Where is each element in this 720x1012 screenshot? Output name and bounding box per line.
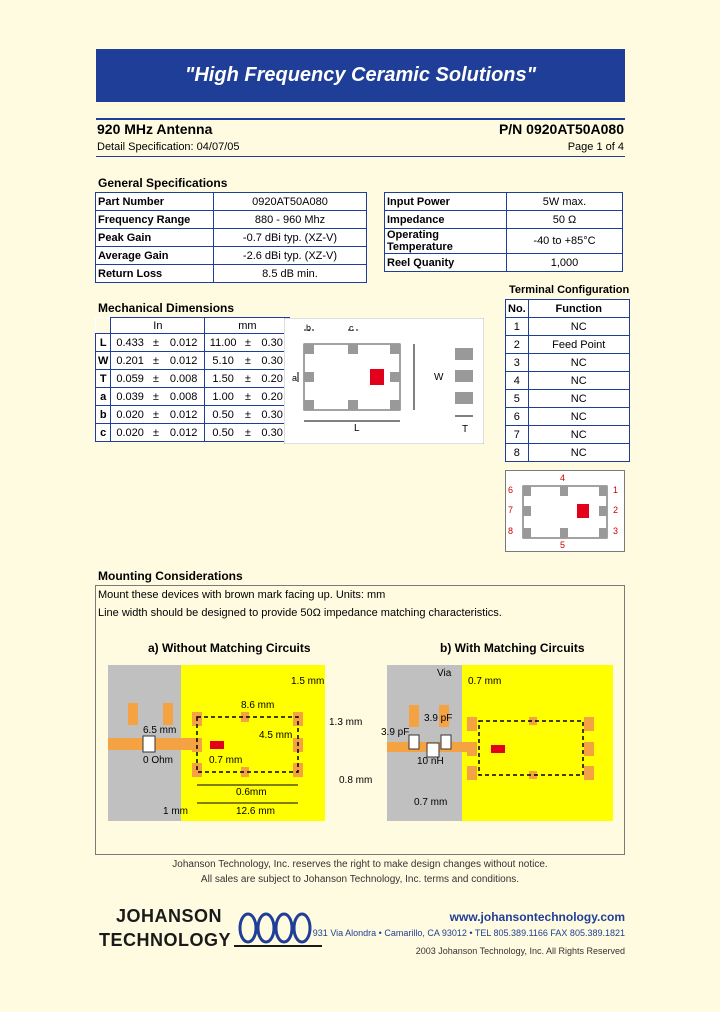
pin-label: 8 [508,526,514,536]
disclaimer-line-2: All sales are subject to Johanson Technology, Inc. terms and conditions. [200,874,520,885]
with-matching-title: b) With Matching Circuits [440,641,585,655]
part-number: P/N 0920AT50A080 [498,121,624,137]
company-url[interactable]: www.johansontechnology.com [449,910,625,924]
detail-spec: Detail Specification: 04/07/05 [97,141,240,153]
dim-label: 8.6 mm [241,700,275,711]
divider [96,118,625,120]
dim-label: 3.9 pF [381,727,410,738]
table-row: Operating Temperature -40 to +85°C [385,229,623,254]
mechanical-title: Mechanical Dimensions [98,301,235,315]
table-row: 2 Feed Point [506,336,630,354]
table-row: Reel Quanity 1,000 [385,254,623,272]
general-specs-table-right [384,192,623,272]
mounting-line-2: Line width should be designed to provide 50Ω impedance matching characteristics. [98,607,502,619]
table-row: W 0.201 ± 0.012 5.10 ± 0.30 [96,352,290,370]
divider [96,156,625,157]
mechanical-table: In mm L 0.433 ± 0.012 11.00 ± 0.30 W 0.201 ± 0.012 5.10 ± 0.30 T 0.059 ± 0.008 1.50 ± 0.20 a 0.039 ± 0.008 1.00 ± 0.20 b 0.020 ± 0.012 0.50 ± 0.30 c 0.020 ± 0.012 0.50 ± 0.30 [95,317,290,442]
company-address: 931 Via Alondra • Camarillo, CA 93012 • TEL 805.389.1166 FAX 805.389.1821 [312,928,625,938]
pcb-layout-a [108,665,325,821]
pin-label: 1 [613,485,619,495]
banner: "High Frequency Ceramic Solutions" [96,49,625,102]
pin-label: 6 [508,485,514,495]
mounting-line-1: Mount these devices with brown mark facing up. Units: mm [98,589,386,601]
table-row: 4 NC [506,372,630,390]
table-row: Frequency Range 880 - 960 Mhz [96,211,367,229]
mounting-title: Mounting Considerations [98,569,243,583]
table-row: Part Number 0920AT50A080 [96,193,367,211]
table-row: 6 NC [506,408,630,426]
disclaimer-line-1: Johanson Technology, Inc. reserves the right to make design changes without notice. [172,859,548,870]
table-row: L 0.433 ± 0.012 11.00 ± 0.30 [96,334,290,352]
dim-label: 4.5 mm [259,730,293,741]
dimension-diagram [284,318,484,444]
dim-b-label: b [306,323,312,333]
table-row: Input Power 5W max. [385,193,623,211]
pin-label: 5 [560,540,566,550]
table-row: 5 NC [506,390,630,408]
without-matching-title: a) Without Matching Circuits [148,641,311,655]
dim-label: 0.7 mm [209,755,243,766]
dim-label: 3.9 pF [424,713,453,724]
pin-label: 2 [613,505,619,515]
table-row: c 0.020 ± 0.012 0.50 ± 0.30 [96,424,290,442]
table-row: Return Loss 8.5 dB min. [96,265,367,283]
logo-text-2: TECHNOLOGY [99,930,232,950]
dim-label: 12.6 mm [236,806,275,817]
general-specs-title: General Specifications [98,176,228,190]
pin-label: 3 [613,526,619,536]
dim-label: 1.3 mm [329,717,363,728]
dim-w-label: W [434,372,444,383]
table-row: Peak Gain -0.7 dBi typ. (XZ-V) [96,229,367,247]
dim-a-label: a [292,373,298,383]
dim-label: 1.5 mm [291,676,325,687]
table-row: 8 NC [506,444,630,462]
logo-icon [234,908,322,948]
dim-label: 0.6mm [236,787,267,798]
dim-l-label: L [354,423,360,434]
table-row: Impedance 50 Ω [385,211,623,229]
table-row: 7 NC [506,426,630,444]
table-row: b 0.020 ± 0.012 0.50 ± 0.30 [96,406,290,424]
dim-label: 1 mm [163,806,188,817]
terminal-title: Terminal Configuration [509,284,630,296]
table-row: T 0.059 ± 0.008 1.50 ± 0.20 [96,370,290,388]
table-row: 3 NC [506,354,630,372]
table-row: a 0.039 ± 0.008 1.00 ± 0.20 [96,388,290,406]
table-row: 1 NC [506,318,630,336]
general-specs-table-left [95,192,367,283]
dim-label: 0.7 mm [468,676,502,687]
dim-label: 0.7 mm [414,797,448,808]
dim-label: 6.5 mm [143,725,177,736]
product-title: 920 MHz Antenna [97,121,213,137]
dim-label: 0.8 mm [339,775,373,786]
dim-c-label: c [349,323,354,333]
pin-label: 4 [560,473,566,483]
logo-text-1: JOHANSON [116,906,223,926]
terminal-table: No. Function 1 NC 2 Feed Point 3 NC 4 NC 5 NC 6 NC 7 NC 8 NC [505,299,630,462]
dim-label: 0 Ohm [143,755,174,766]
dim-label: 10 nH [417,756,444,767]
table-row: Average Gain -2.6 dBi typ. (XZ-V) [96,247,367,265]
dim-label: Via [437,668,452,679]
copyright: 2003 Johanson Technology, Inc. All Rights Reserved [415,946,625,956]
page-number: Page 1 of 4 [567,141,624,153]
dim-t-label: T [462,424,469,435]
pin-label: 7 [508,505,514,515]
